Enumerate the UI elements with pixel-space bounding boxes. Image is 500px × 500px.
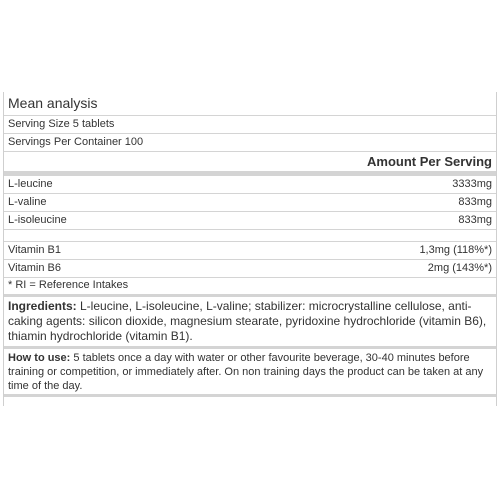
- how-to-use-text: 5 tablets once a day with water or other favourite beverage, 30-40 minutes before training or competition, or immediately after. On non training days the product can be taken at any time of the day.: [8, 352, 484, 392]
- nutrient-row: [4, 176, 496, 194]
- amount-per-serving-header: Amount Per Serving: [4, 152, 496, 176]
- reference-intake-note: * RI = Reference Intakes: [4, 278, 496, 297]
- section-spacer: [4, 230, 496, 242]
- nutrient-row: [4, 194, 496, 212]
- servings-per-container: Servings Per Container 100: [4, 134, 496, 152]
- supplement-facts-panel: [3, 92, 497, 406]
- ingredients-label: Ingredients:: [8, 299, 77, 313]
- vitamin-amount: 1,3mg (118%*): [419, 244, 492, 256]
- vitamin-amount: 2mg (143%*): [427, 262, 492, 274]
- nutrient-row: [4, 212, 496, 230]
- vitamin-name: Vitamin B1: [8, 244, 61, 256]
- nutrient-name: L-valine: [8, 196, 47, 208]
- nutrient-name: L-isoleucine: [8, 214, 67, 226]
- vitamin-row: [4, 242, 496, 260]
- nutrient-amount: 3333mg: [452, 178, 492, 190]
- nutrient-amount: 833mg: [458, 196, 492, 208]
- vitamin-name: Vitamin B6: [8, 262, 61, 274]
- vitamin-row: [4, 260, 496, 278]
- nutrient-amount: 833mg: [458, 214, 492, 226]
- ingredients-text: L-leucine, L-isoleucine, L-valine; stabilizer: microcrystalline cellulose, anti-caking agents: silicon dioxide, magnesium stearate, pyridoxine hydrochloride (vitamin B6), thiamin hydrochloride (vitamin B1).: [8, 299, 487, 343]
- how-to-use-label: How to use:: [8, 352, 71, 364]
- how-to-use-section: [4, 349, 496, 397]
- ingredients-section: [4, 297, 496, 349]
- panel-title: Mean analysis: [4, 92, 496, 116]
- serving-size: Serving Size 5 tablets: [4, 116, 496, 134]
- nutrient-name: L-leucine: [8, 178, 53, 190]
